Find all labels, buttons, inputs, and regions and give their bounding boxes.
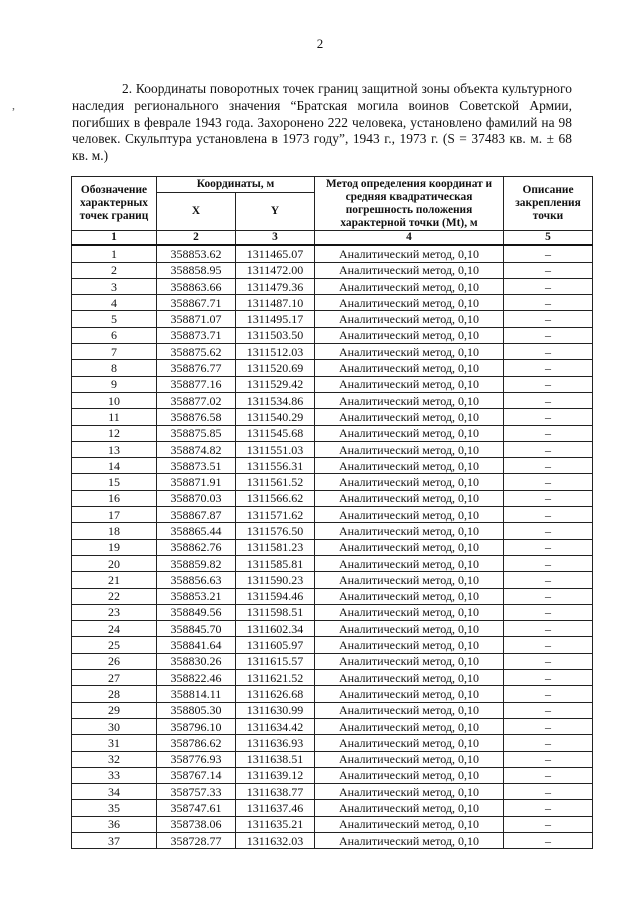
cell-x: 358728.77: [157, 832, 236, 848]
cell-point: 23: [72, 604, 157, 620]
cell-y: 1311465.07: [236, 245, 315, 262]
table-row: [72, 604, 593, 620]
cell-method: Аналитический метод, 0,10: [315, 245, 504, 262]
cell-x: 358757.33: [157, 784, 236, 800]
column-number: 5: [504, 231, 593, 246]
cell-x: 358877.02: [157, 392, 236, 408]
cell-x: 358876.58: [157, 409, 236, 425]
cell-point: 35: [72, 800, 157, 816]
cell-x: 358875.85: [157, 425, 236, 441]
table-body: [72, 245, 593, 848]
cell-x: 358822.46: [157, 670, 236, 686]
cell-x: 358877.16: [157, 376, 236, 392]
cell-y: 1311590.23: [236, 572, 315, 588]
cell-point: 7: [72, 344, 157, 360]
cell-description: –: [504, 327, 593, 343]
cell-y: 1311487.10: [236, 295, 315, 311]
cell-y: 1311556.31: [236, 458, 315, 474]
cell-point: 16: [72, 490, 157, 506]
cell-y: 1311602.34: [236, 621, 315, 637]
cell-description: –: [504, 637, 593, 653]
cell-point: 9: [72, 376, 157, 392]
cell-x: 358865.44: [157, 523, 236, 539]
cell-x: 358873.71: [157, 327, 236, 343]
table-row: [72, 507, 593, 523]
cell-method: Аналитический метод, 0,10: [315, 539, 504, 555]
table-row: [72, 425, 593, 441]
stray-mark: ,: [12, 98, 15, 112]
table-row: [72, 278, 593, 294]
cell-method: Аналитический метод, 0,10: [315, 653, 504, 669]
cell-x: 358859.82: [157, 555, 236, 571]
cell-x: 358871.91: [157, 474, 236, 490]
cell-description: –: [504, 621, 593, 637]
cell-point: 21: [72, 572, 157, 588]
cell-point: 5: [72, 311, 157, 327]
cell-x: 358845.70: [157, 621, 236, 637]
cell-point: 20: [72, 555, 157, 571]
header-description: Описание закрепления точки: [504, 177, 593, 231]
cell-method: Аналитический метод, 0,10: [315, 588, 504, 604]
cell-x: 358738.06: [157, 816, 236, 832]
table-row: [72, 702, 593, 718]
cell-y: 1311638.77: [236, 784, 315, 800]
table-row: [72, 572, 593, 588]
header-x: X: [157, 193, 236, 231]
cell-description: –: [504, 409, 593, 425]
cell-description: –: [504, 507, 593, 523]
cell-y: 1311472.00: [236, 262, 315, 278]
table-row: [72, 767, 593, 783]
cell-description: –: [504, 767, 593, 783]
cell-y: 1311626.68: [236, 686, 315, 702]
cell-y: 1311581.23: [236, 539, 315, 555]
cell-point: 18: [72, 523, 157, 539]
cell-y: 1311534.86: [236, 392, 315, 408]
cell-y: 1311630.99: [236, 702, 315, 718]
cell-method: Аналитический метод, 0,10: [315, 572, 504, 588]
cell-y: 1311637.46: [236, 800, 315, 816]
table-row: [72, 735, 593, 751]
cell-x: 358805.30: [157, 702, 236, 718]
cell-description: –: [504, 718, 593, 734]
cell-x: 358856.63: [157, 572, 236, 588]
cell-method: Аналитический метод, 0,10: [315, 392, 504, 408]
table-row: [72, 686, 593, 702]
cell-description: –: [504, 474, 593, 490]
cell-description: –: [504, 588, 593, 604]
table-header: [72, 177, 593, 246]
cell-point: 29: [72, 702, 157, 718]
cell-x: 358874.82: [157, 441, 236, 457]
table-row: [72, 245, 593, 262]
cell-point: 14: [72, 458, 157, 474]
cell-description: –: [504, 670, 593, 686]
cell-y: 1311621.52: [236, 670, 315, 686]
cell-description: –: [504, 784, 593, 800]
cell-x: 358867.71: [157, 295, 236, 311]
table-row: [72, 360, 593, 376]
cell-y: 1311520.69: [236, 360, 315, 376]
cell-description: –: [504, 458, 593, 474]
cell-x: 358853.21: [157, 588, 236, 604]
cell-method: Аналитический метод, 0,10: [315, 311, 504, 327]
cell-x: 358875.62: [157, 344, 236, 360]
cell-method: Аналитический метод, 0,10: [315, 718, 504, 734]
cell-point: 26: [72, 653, 157, 669]
cell-x: 358767.14: [157, 767, 236, 783]
cell-x: 358862.76: [157, 539, 236, 555]
cell-description: –: [504, 539, 593, 555]
table-row: [72, 539, 593, 555]
header-point: Обозначение характерных точек границ: [72, 177, 157, 231]
cell-y: 1311503.50: [236, 327, 315, 343]
column-number: 4: [315, 231, 504, 246]
table-row: [72, 621, 593, 637]
cell-y: 1311639.12: [236, 767, 315, 783]
cell-point: 8: [72, 360, 157, 376]
cell-method: Аналитический метод, 0,10: [315, 604, 504, 620]
table-row: [72, 327, 593, 343]
cell-point: 24: [72, 621, 157, 637]
cell-description: –: [504, 523, 593, 539]
cell-method: Аналитический метод, 0,10: [315, 360, 504, 376]
cell-point: 13: [72, 441, 157, 457]
cell-description: –: [504, 376, 593, 392]
table-row: [72, 637, 593, 653]
cell-method: Аналитический метод, 0,10: [315, 702, 504, 718]
cell-point: 17: [72, 507, 157, 523]
cell-description: –: [504, 832, 593, 848]
cell-x: 358796.10: [157, 718, 236, 734]
cell-point: 6: [72, 327, 157, 343]
cell-x: 358871.07: [157, 311, 236, 327]
cell-description: –: [504, 735, 593, 751]
cell-method: Аналитический метод, 0,10: [315, 278, 504, 294]
cell-y: 1311571.62: [236, 507, 315, 523]
cell-y: 1311636.93: [236, 735, 315, 751]
table-row: [72, 588, 593, 604]
cell-x: 358849.56: [157, 604, 236, 620]
cell-description: –: [504, 751, 593, 767]
cell-method: Аналитический метод, 0,10: [315, 523, 504, 539]
cell-y: 1311635.21: [236, 816, 315, 832]
cell-method: Аналитический метод, 0,10: [315, 832, 504, 848]
cell-y: 1311594.46: [236, 588, 315, 604]
cell-method: Аналитический метод, 0,10: [315, 784, 504, 800]
table-row: [72, 441, 593, 457]
cell-x: 358814.11: [157, 686, 236, 702]
cell-method: Аналитический метод, 0,10: [315, 735, 504, 751]
cell-method: Аналитический метод, 0,10: [315, 425, 504, 441]
cell-y: 1311529.42: [236, 376, 315, 392]
page-number: 2: [316, 36, 324, 51]
cell-y: 1311561.52: [236, 474, 315, 490]
cell-point: 11: [72, 409, 157, 425]
cell-y: 1311632.03: [236, 832, 315, 848]
cell-x: 358858.95: [157, 262, 236, 278]
cell-y: 1311576.50: [236, 523, 315, 539]
cell-point: 1: [72, 245, 157, 262]
column-number-row: [72, 231, 593, 246]
table-row: [72, 409, 593, 425]
cell-y: 1311615.57: [236, 653, 315, 669]
cell-y: 1311479.36: [236, 278, 315, 294]
cell-point: 3: [72, 278, 157, 294]
column-number: 2: [157, 231, 236, 246]
cell-point: 33: [72, 767, 157, 783]
cell-method: Аналитический метод, 0,10: [315, 376, 504, 392]
cell-description: –: [504, 295, 593, 311]
coordinates-table: [71, 176, 593, 849]
table-row: [72, 800, 593, 816]
cell-x: 358876.77: [157, 360, 236, 376]
cell-x: 358786.62: [157, 735, 236, 751]
cell-method: Аналитический метод, 0,10: [315, 507, 504, 523]
table-row: [72, 670, 593, 686]
header-y: Y: [236, 193, 315, 231]
cell-y: 1311585.81: [236, 555, 315, 571]
table-row: [72, 718, 593, 734]
column-number: 3: [236, 231, 315, 246]
cell-y: 1311540.29: [236, 409, 315, 425]
cell-description: –: [504, 604, 593, 620]
table-row: [72, 262, 593, 278]
cell-method: Аналитический метод, 0,10: [315, 490, 504, 506]
cell-method: Аналитический метод, 0,10: [315, 637, 504, 653]
cell-method: Аналитический метод, 0,10: [315, 670, 504, 686]
cell-description: –: [504, 490, 593, 506]
cell-point: 12: [72, 425, 157, 441]
cell-x: 358776.93: [157, 751, 236, 767]
cell-point: 25: [72, 637, 157, 653]
cell-description: –: [504, 653, 593, 669]
cell-description: –: [504, 702, 593, 718]
table-row: [72, 751, 593, 767]
cell-y: 1311512.03: [236, 344, 315, 360]
cell-y: 1311598.51: [236, 604, 315, 620]
section-heading: 2. Координаты поворотных точек границ защитной зоны объекта культурного наследия регионального значения “Братская могила воинов Советской Армии, погибших в феврале 1943 года. Захоронено 222 человека, установлено фамилий на 98 человек. Скульптура установлена в 1973 году”, 1943 г., 1973 г. (S = 37483 кв. м. ± 68 кв. м.): [72, 81, 572, 163]
cell-y: 1311566.62: [236, 490, 315, 506]
table-row: [72, 523, 593, 539]
cell-description: –: [504, 816, 593, 832]
cell-y: 1311551.03: [236, 441, 315, 457]
cell-y: 1311605.97: [236, 637, 315, 653]
cell-method: Аналитический метод, 0,10: [315, 344, 504, 360]
cell-description: –: [504, 441, 593, 457]
cell-method: Аналитический метод, 0,10: [315, 621, 504, 637]
cell-x: 358873.51: [157, 458, 236, 474]
cell-x: 358870.03: [157, 490, 236, 506]
cell-method: Аналитический метод, 0,10: [315, 555, 504, 571]
table-row: [72, 490, 593, 506]
cell-description: –: [504, 344, 593, 360]
table-row: [72, 344, 593, 360]
cell-x: 358830.26: [157, 653, 236, 669]
cell-y: 1311545.68: [236, 425, 315, 441]
cell-method: Аналитический метод, 0,10: [315, 474, 504, 490]
cell-x: 358747.61: [157, 800, 236, 816]
cell-method: Аналитический метод, 0,10: [315, 295, 504, 311]
cell-description: –: [504, 800, 593, 816]
table-row: [72, 311, 593, 327]
cell-method: Аналитический метод, 0,10: [315, 262, 504, 278]
table-row: [72, 555, 593, 571]
cell-point: 27: [72, 670, 157, 686]
cell-point: 34: [72, 784, 157, 800]
cell-point: 4: [72, 295, 157, 311]
cell-method: Аналитический метод, 0,10: [315, 686, 504, 702]
cell-method: Аналитический метод, 0,10: [315, 327, 504, 343]
cell-point: 32: [72, 751, 157, 767]
cell-point: 28: [72, 686, 157, 702]
header-coordinates: Координаты, м: [157, 177, 315, 193]
table-row: [72, 653, 593, 669]
cell-method: Аналитический метод, 0,10: [315, 441, 504, 457]
cell-method: Аналитический метод, 0,10: [315, 409, 504, 425]
cell-x: 358841.64: [157, 637, 236, 653]
cell-point: 19: [72, 539, 157, 555]
table-row: [72, 295, 593, 311]
cell-point: 15: [72, 474, 157, 490]
cell-description: –: [504, 262, 593, 278]
table-row: [72, 832, 593, 848]
cell-x: 358867.87: [157, 507, 236, 523]
cell-method: Аналитический метод, 0,10: [315, 767, 504, 783]
cell-y: 1311638.51: [236, 751, 315, 767]
table-row: [72, 816, 593, 832]
cell-point: 37: [72, 832, 157, 848]
cell-point: 31: [72, 735, 157, 751]
cell-point: 30: [72, 718, 157, 734]
cell-point: 10: [72, 392, 157, 408]
cell-method: Аналитический метод, 0,10: [315, 800, 504, 816]
column-number: 1: [72, 231, 157, 246]
cell-method: Аналитический метод, 0,10: [315, 751, 504, 767]
cell-point: 36: [72, 816, 157, 832]
cell-method: Аналитический метод, 0,10: [315, 816, 504, 832]
table-row: [72, 784, 593, 800]
cell-y: 1311495.17: [236, 311, 315, 327]
table-row: [72, 376, 593, 392]
cell-description: –: [504, 360, 593, 376]
cell-x: 358853.62: [157, 245, 236, 262]
cell-description: –: [504, 425, 593, 441]
cell-point: 22: [72, 588, 157, 604]
table-row: [72, 458, 593, 474]
cell-description: –: [504, 392, 593, 408]
cell-description: –: [504, 311, 593, 327]
cell-description: –: [504, 555, 593, 571]
header-method: Метод определения координат и средняя квадратическая погрешность положения характерной точки (Мt), м: [315, 177, 504, 231]
cell-description: –: [504, 686, 593, 702]
table-row: [72, 474, 593, 490]
table-row: [72, 392, 593, 408]
cell-description: –: [504, 278, 593, 294]
cell-description: –: [504, 572, 593, 588]
cell-y: 1311634.42: [236, 718, 315, 734]
cell-x: 358863.66: [157, 278, 236, 294]
cell-method: Аналитический метод, 0,10: [315, 458, 504, 474]
cell-description: –: [504, 245, 593, 262]
cell-point: 2: [72, 262, 157, 278]
